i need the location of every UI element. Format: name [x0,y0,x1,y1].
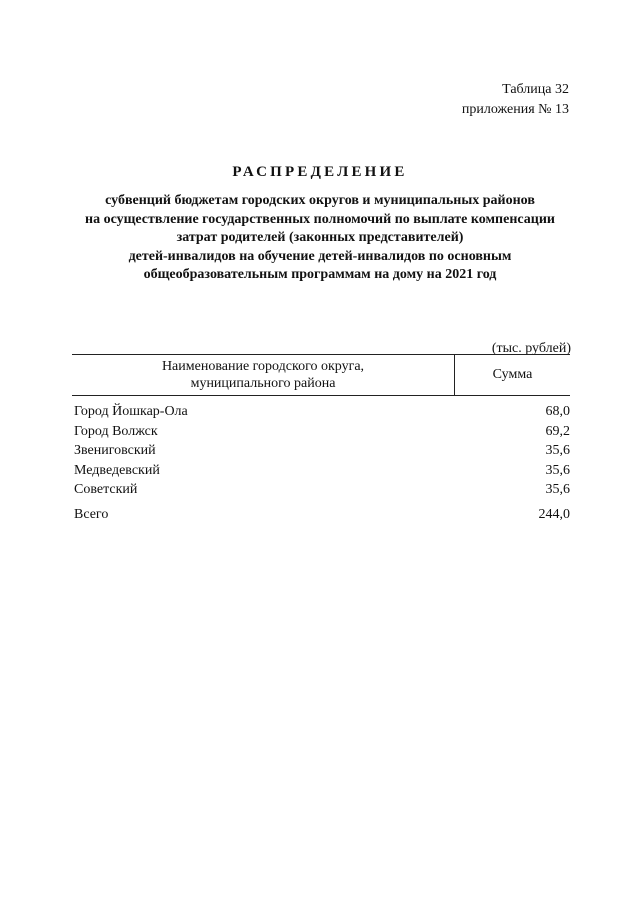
total-sum: 244,0 [538,506,570,522]
total-row [74,505,570,525]
subtitle-line: субвенций бюджетам городских округов и муниципальных районов [105,193,535,208]
row-name: Медведевский [74,462,160,478]
units-label: (тыс. рублей) [491,341,571,356]
row-name: Звениговский [74,443,156,458]
table-row [74,441,570,461]
header-name-line: муниципального района [190,376,336,391]
total-label: Всего [74,506,109,522]
header-name-line: Наименование городского округа, [161,359,365,374]
row-sum: 35,6 [545,443,570,458]
header-name-column [72,355,455,395]
row-name: Город Волжск [74,423,158,439]
document-title: РАСПРЕДЕЛЕНИЕ [232,164,408,180]
appendix-number: приложения № 13 [461,102,569,117]
table-row [74,461,570,481]
table-row [74,402,570,422]
table-body [74,402,570,524]
document-subtitle [70,192,570,285]
row-sum: 68,0 [545,404,570,419]
row-name: Город Йошкар-Ола [74,404,188,419]
table-header [72,354,570,396]
subtitle-line: детей-инвалидов на обучение детей-инвалидов по основным [128,248,512,264]
header-sum-column: Сумма [492,367,533,382]
subtitle-line: на осуществление государственных полномочий по выплате компенсации [85,211,555,227]
row-name: Советский [74,482,138,497]
row-sum: 69,2 [545,423,570,439]
table-row [74,480,570,500]
subtitle-line: общеобразовательным программам на дому на 2021 год [143,267,497,282]
subtitle-line: затрат родителей (законных представителей) [176,230,464,245]
table-row [74,422,570,442]
table-reference [462,80,569,120]
document-heading [70,162,570,285]
row-sum: 35,6 [545,482,570,497]
table-number: Таблица 32 [502,82,569,97]
row-sum: 35,6 [545,462,570,478]
